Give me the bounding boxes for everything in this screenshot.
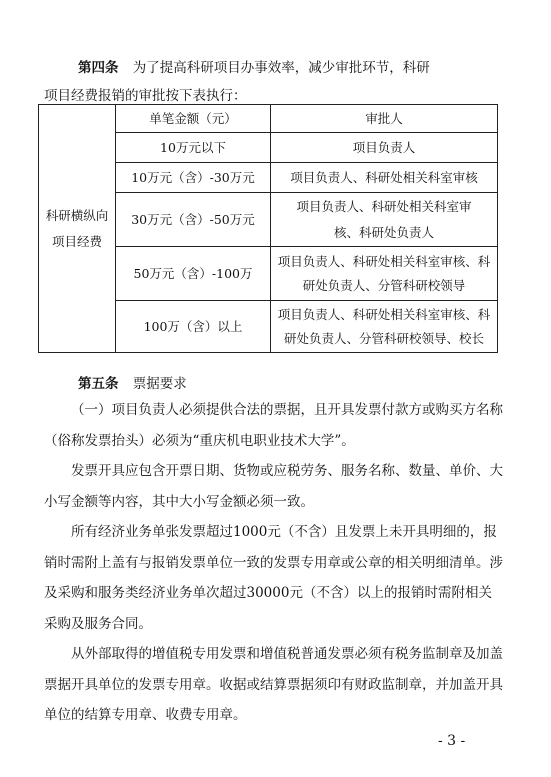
row-amount: 100万（含）以上 xyxy=(116,301,271,353)
article5-heading: 第五条 xyxy=(78,376,119,392)
header-amount: 单笔金额（元） xyxy=(116,105,271,133)
article5-title-line xyxy=(78,372,187,392)
row-amount: 10万元以下 xyxy=(116,133,271,163)
row-amount: 50万元（含）-100万 xyxy=(116,247,271,301)
article5-paragraph-4: 从外部取得的增值税专用发票和增值税普通发票必须有税务监制章及加盖票据开具单位的发票专用章。收据或结算票据须印有财政监制章，并加盖开具单位的结算专用章、收费专用章。 xyxy=(44,646,503,723)
category-cell: 科研横纵向项目经费 xyxy=(39,105,116,353)
row-approver: 项目负责人、科研处相关科室审核、科研处负责人、分管科研校领导、校长 xyxy=(271,301,498,353)
row-approver: 项目负责人、科研处相关科室审核、科研处负责人 xyxy=(271,193,498,247)
row-amount: 30万元（含）-50万元 xyxy=(116,193,271,247)
article5-title: 票据要求 xyxy=(132,376,187,392)
row-approver: 项目负责人 xyxy=(271,133,498,163)
approval-table xyxy=(38,104,498,353)
row-approver: 项目负责人、科研处相关科室审核、科研处负责人、分管科研校领导 xyxy=(271,247,498,301)
article5-paragraph-1: （一）项目负责人必须提供合法的票据，且开具发票付款方或购买方名称（俗称发票抬头）必须为“重庆机电职业技术大学”。 xyxy=(44,402,503,449)
article4-line2: 项目经费报销的审批按下表执行： xyxy=(44,88,247,104)
row-approver: 项目负责人、科研处相关科室审核 xyxy=(271,163,498,193)
page-number: - 3 - xyxy=(438,733,466,749)
article5-paragraph-3: 所有经济业务单张发票超过1000元（不含）且发票上未开具明细的，报销时需附上盖有与报销发票单位一致的发票专用章或公章的相关明细清单。涉及采购和服务类经济业务单次超过30000元（不含）以上的报销时需附相关采购及服务合同。 xyxy=(44,524,503,632)
header-approver: 审批人 xyxy=(271,105,498,133)
article4-line1 xyxy=(78,56,430,76)
article4-heading: 第四条 xyxy=(78,60,119,76)
article5-paragraph-2: 发票开具应包含开票日期、货物或应税劳务、服务名称、数量、单价、大小写金额等内容，其中大小写金额必须一致。 xyxy=(44,463,503,510)
row-amount: 10万元（含）-30万元 xyxy=(116,163,271,193)
article4-text-line1: 为了提高科研项目办事效率，减少审批环节，科研 xyxy=(132,60,430,76)
